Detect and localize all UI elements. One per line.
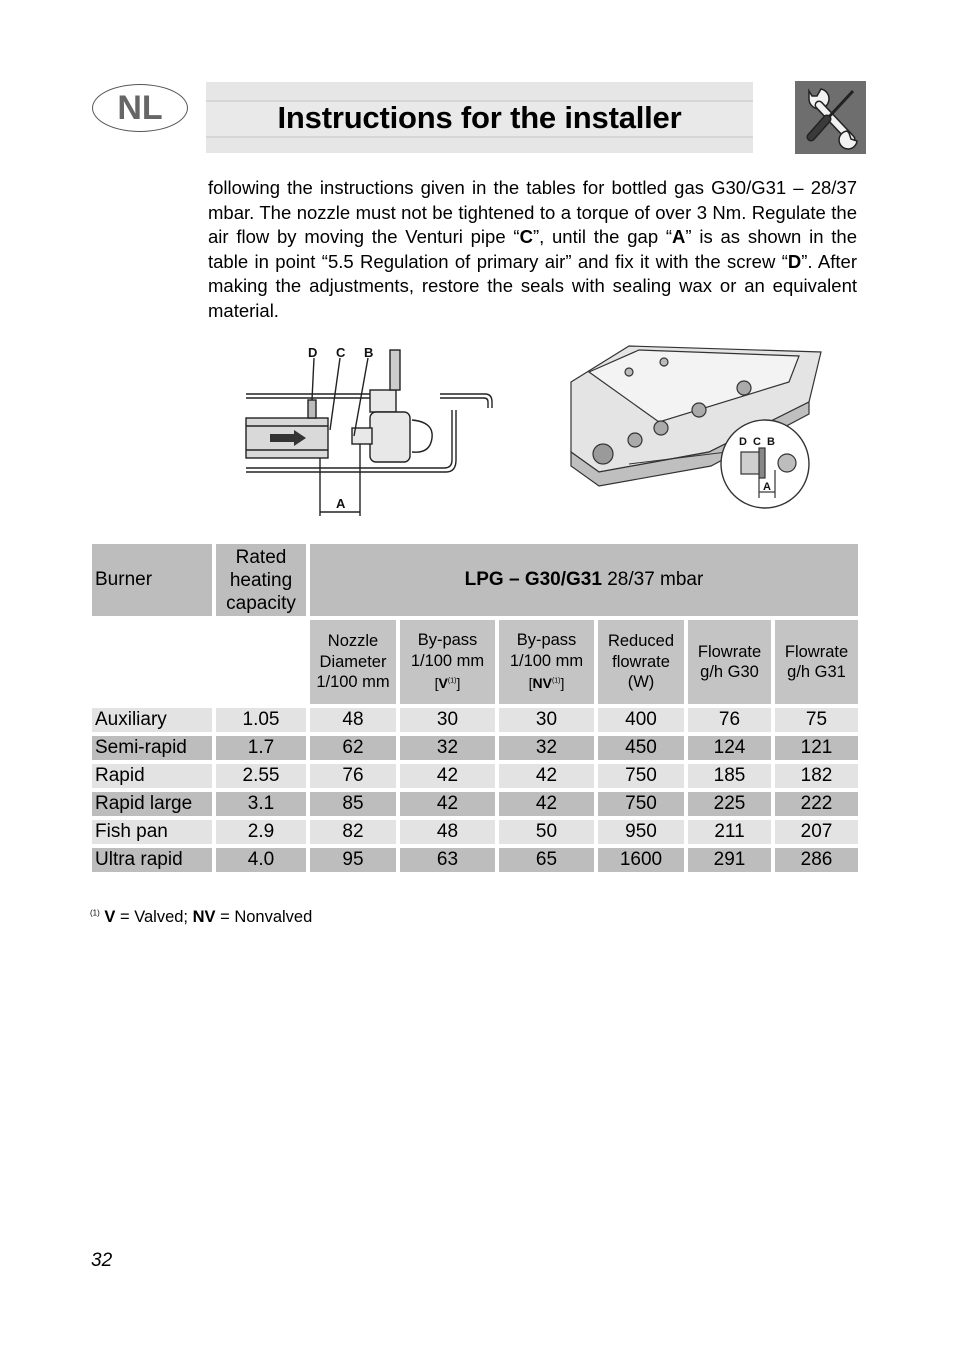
table-subheader-row (92, 620, 858, 704)
cell-rated: 4.0 (216, 848, 306, 872)
label-a: A (336, 496, 346, 511)
wrench-screwdriver-icon (795, 81, 866, 154)
cell-reduced: 1600 (598, 848, 684, 872)
table-row (92, 820, 858, 844)
gas-nozzle-table (88, 540, 862, 876)
cell-name: Semi-rapid (92, 736, 212, 760)
cell-bp_nv: 65 (499, 848, 594, 872)
header-rated-capacity: Rated heating capacity (216, 544, 306, 616)
cell-bp_v: 32 (400, 736, 495, 760)
label-a: A (763, 481, 771, 493)
table-row (92, 764, 858, 788)
cell-nozzle: 82 (310, 820, 396, 844)
cell-rated: 1.05 (216, 708, 306, 732)
header-nozzle-diameter: Nozzle Diameter 1/100 mm (310, 620, 396, 704)
cell-g30: 76 (688, 708, 771, 732)
cell-name: Auxiliary (92, 708, 212, 732)
cell-nozzle: 62 (310, 736, 396, 760)
header-lpg: LPG – G30/G31 28/37 mbar (310, 544, 858, 616)
cell-reduced: 400 (598, 708, 684, 732)
cell-g30: 124 (688, 736, 771, 760)
table-row (92, 708, 858, 732)
cell-name: Rapid (92, 764, 212, 788)
cell-rated: 3.1 (216, 792, 306, 816)
cell-name: Ultra rapid (92, 848, 212, 872)
label-b: B (767, 436, 775, 448)
cell-g30: 185 (688, 764, 771, 788)
cell-g31: 207 (775, 820, 858, 844)
cell-g30: 291 (688, 848, 771, 872)
cell-bp_nv: 50 (499, 820, 594, 844)
label-d: D (739, 436, 747, 448)
footnote: $^{(1)}$ V = Valved; NV = Nonvalved (90, 908, 313, 926)
header-reduced-flowrate: Reduced flowrate (W) (598, 620, 684, 704)
cell-g31: 75 (775, 708, 858, 732)
page-title-bar (206, 82, 753, 153)
cell-nozzle: 76 (310, 764, 396, 788)
cell-bp_v: 42 (400, 792, 495, 816)
language-badge: NL (92, 84, 188, 132)
label-c: C (336, 345, 346, 360)
page-number: 32 (91, 1250, 113, 1271)
instruction-paragraph: following the instructions given in the tables for bottled gas G30/G31 – 28/37 mbar. The nozzle must not be tightened to a torque of over 3 Nm. Regulate the air flow by moving the Venturi pipe “C”, until the gap “A” is as shown in the table in point “5.5 Regulation of primary air” and fix it with the screw “D”. After making the adjustments, restore the seals with sealing wax or an equivalent material. (208, 177, 857, 321)
table-row (92, 792, 858, 816)
cell-reduced: 450 (598, 736, 684, 760)
cell-nozzle: 95 (310, 848, 396, 872)
cell-name: Fish pan (92, 820, 212, 844)
cell-rated: 1.7 (216, 736, 306, 760)
cell-nozzle: 48 (310, 708, 396, 732)
cell-bp_v: 48 (400, 820, 495, 844)
cell-reduced: 750 (598, 792, 684, 816)
cell-bp_nv: 30 (499, 708, 594, 732)
cell-nozzle: 85 (310, 792, 396, 816)
cell-g31: 182 (775, 764, 858, 788)
burner-nozzle-diagram (240, 340, 500, 520)
cell-g31: 222 (775, 792, 858, 816)
label-b: B (364, 345, 374, 360)
table-row (92, 848, 858, 872)
label-c: C (753, 436, 761, 448)
cell-rated: 2.55 (216, 764, 306, 788)
header-burner: Burner (92, 544, 212, 616)
cell-bp_nv: 42 (499, 764, 594, 788)
cell-bp_v: 30 (400, 708, 495, 732)
cell-rated: 2.9 (216, 820, 306, 844)
cell-g31: 286 (775, 848, 858, 872)
header-flowrate-g30: Flowrate g/h G30 (688, 620, 771, 704)
cell-bp_nv: 42 (499, 792, 594, 816)
cell-name: Rapid large (92, 792, 212, 816)
header-bypass-valved: By-pass 1/100 mm $[V^{(1)}]$ (400, 620, 495, 704)
table-header-row (92, 544, 858, 616)
header-flowrate-g31: Flowrate g/h G31 (775, 620, 858, 704)
cell-g30: 225 (688, 792, 771, 816)
table-row (92, 736, 858, 760)
cell-g30: 211 (688, 820, 771, 844)
header-bypass-nonvalved: By-pass 1/100 mm [NV$^{(1)}$] (499, 620, 594, 704)
cell-reduced: 750 (598, 764, 684, 788)
cell-reduced: 950 (598, 820, 684, 844)
cell-bp_nv: 32 (499, 736, 594, 760)
cell-bp_v: 63 (400, 848, 495, 872)
burner-assembly-photo (569, 342, 824, 520)
cell-g31: 121 (775, 736, 858, 760)
label-d: D (308, 345, 318, 360)
cell-bp_v: 42 (400, 764, 495, 788)
page-title: Instructions for the installer (277, 99, 682, 135)
